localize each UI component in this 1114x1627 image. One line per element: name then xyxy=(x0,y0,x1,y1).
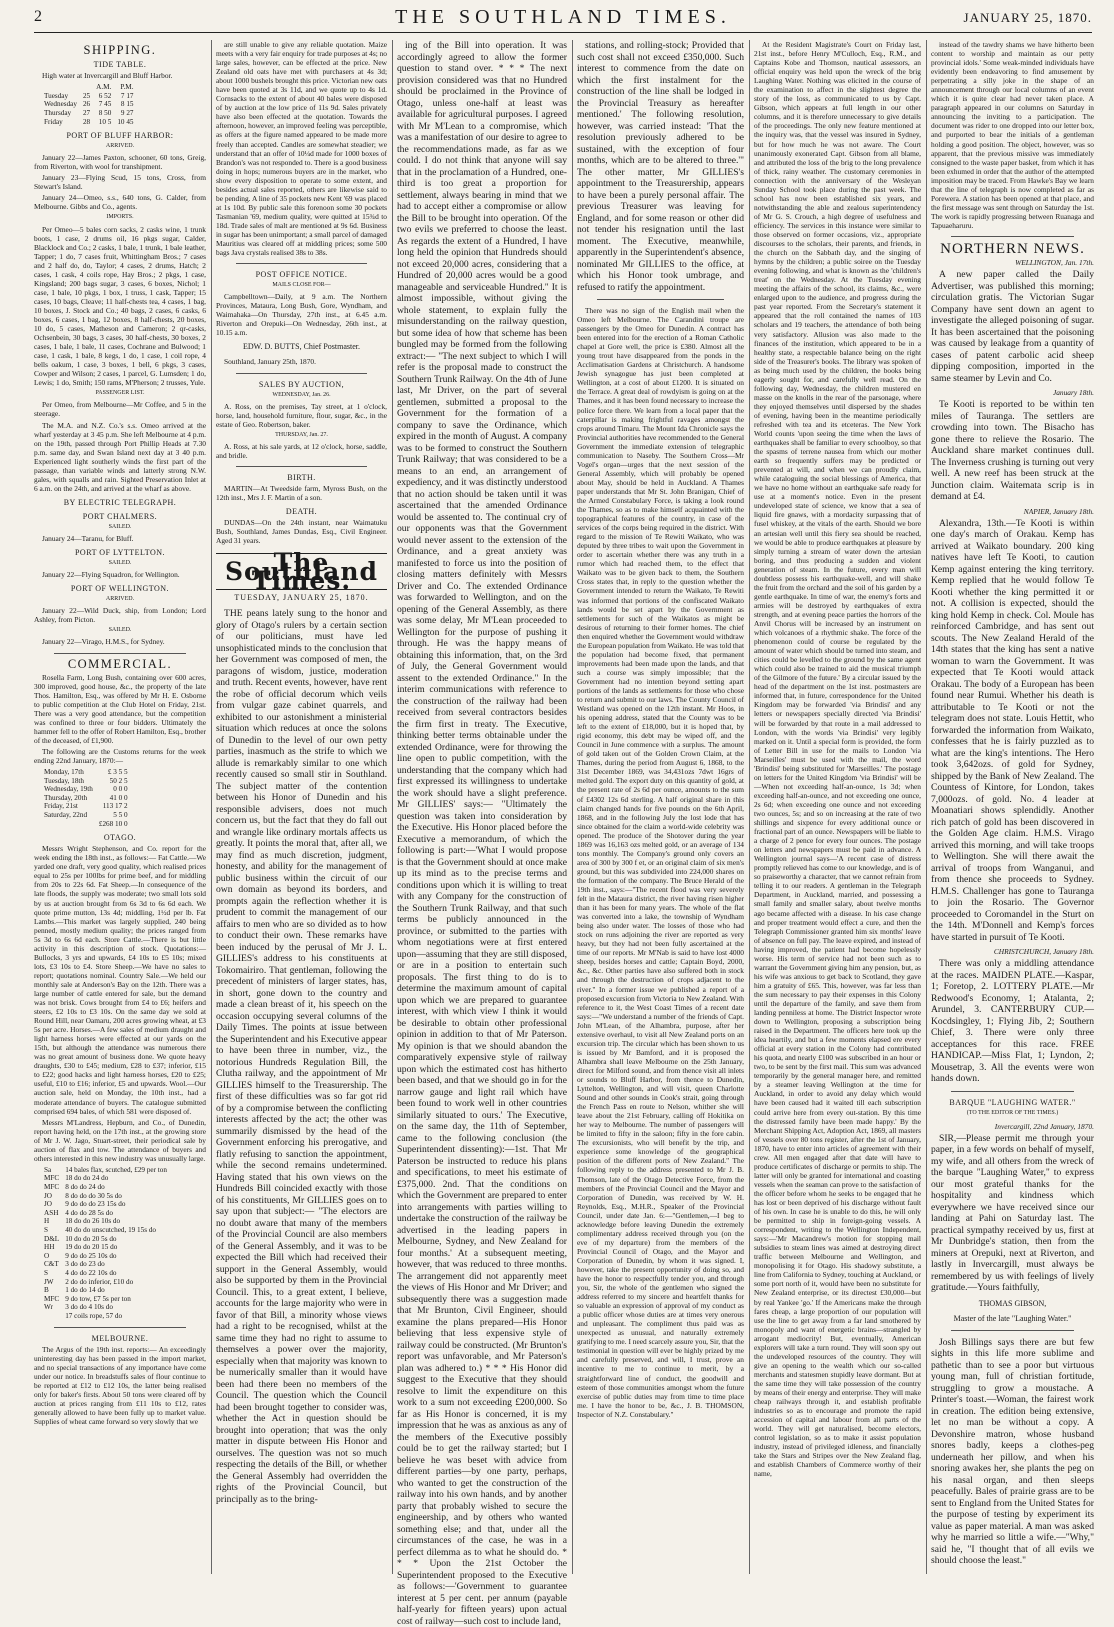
shipping-notes: The M.A. and N.Z. Co.'s s.s. Omeo arrived at the wharf yesterday at 3 45 p.m. She left Melbourne at 4 p.m. on the 19th, passed through Port Phillip Heads at 7.30 p.m. same day, and Swan Island next day at 3 40 p.m. Experienced light southerly winds the first part of the passage, than variable winds and latterly strong N.W. gales, with squalls and rain. Sighted Preservation Inlet at 6 a.m. on the 24th, and arrived at the wharf as above. xyxy=(34,420,206,493)
port-chalmers-heading: PORT CHALMERS. xyxy=(82,511,158,521)
passengers-text: Per Omeo, from Melbourne—Mr Coffee, and 5 in the steerage. xyxy=(34,400,206,419)
table-row: Wednesday, 19th 0 0 0 xyxy=(44,785,128,794)
letter-signature: THOMAS GIBSON, xyxy=(978,1298,1047,1308)
lyttelton-sailed: January 22—Flying Squadron, for Wellington. xyxy=(42,570,180,580)
northern-news-heading: NORTHERN NEWS. xyxy=(940,240,1085,257)
arrived-label: ARRIVED. xyxy=(105,143,135,150)
post-office-signature: EDW. D. BUTTS, Chief Postmaster. xyxy=(242,342,361,352)
melbourne-heading: MELBOURNE. xyxy=(91,1333,149,1343)
table-row: Friday, 21st 113 17 2 xyxy=(44,802,128,811)
post-office-heading: POST OFFICE NOTICE. xyxy=(255,270,348,280)
table-row: S 40 do do unscutched, 19 15s do xyxy=(44,1226,157,1235)
tide-heading: TIDE TABLE. xyxy=(93,60,147,70)
death-heading: DEATH. xyxy=(285,507,318,517)
passenger-list-label: PASSENGER LIST. xyxy=(95,390,145,397)
issue-date: JANUARY 25, 1870. xyxy=(963,10,1092,25)
editorial-ending: stations, and rolling-stock; Provided that such cost shall not exceed £350,000. Such interest to commence from the date on which the first instalment for the construction of the line shall be lodged in the Provincial Treasury as hereafter mentioned.' The following resolution, however, was carried instead: 'That the resolution previously adhered to be sustained, with the exception of four months, which are to be altered to three.'" The other matter, Mr GILLIES's appointment to the Treasurership, appears to have been a purely personal affair. The previous Treasurer was leaving for England, and for some reason or other did not tender his resignation until the last moment. The Executive, meanwhile, apparently in the Superintendent's absence, nominated Mr GILLIES to the office, at which his Honor took umbrage, and refused to ratify the appointment. xyxy=(577,40,744,293)
letter-subheading: (TO THE EDITOR OF THE TIMES.) xyxy=(966,1109,1059,1116)
customs-intro: The following are the Customs returns for the week ending 22nd January, 1870:— xyxy=(34,746,206,765)
table-row: MFC 9 do tow, £7 5s per ton xyxy=(44,1294,131,1303)
divider xyxy=(951,1091,1074,1092)
news-items: There was only a middling attendance at the races. MAIDEN PLATE.—Kaspar, 1; Foretop, 2. LOTTERY PLATE.—Mr Redwood's Economy, 1; Atalanta, 2; Arundel, 3. CANTERBURY CUP.—Kocdsingley, 1; Flying Jib, 2; Southern Chief, 3. There were only three acceptances for this race. FREE HANDICAP.—Miss Flat, 1; Lyndon, 2; Mousetrap, 3. All the events were won hands down. xyxy=(931,958,1094,1085)
column-notices-editorial xyxy=(216,40,387,1574)
port-lyttelton-heading: PORT OF LYTTELTON. xyxy=(74,548,166,558)
table-row: 17 coils rope, 57 do xyxy=(65,1311,123,1320)
table-row: O 9 do do 25 10s do xyxy=(44,1251,117,1260)
table-row: Monday, 17th £ 3 5 5 xyxy=(44,768,128,777)
imports-label: IMPORTS. xyxy=(106,214,134,221)
dateline: NAPIER, January 18th. xyxy=(1023,506,1094,516)
sales-entry: A. Ross, at his sale yards, at 12 o'clock, horse, saddle, and bridle. xyxy=(216,441,387,460)
sailed-label: SAILED. xyxy=(108,560,132,567)
sales-date: WEDNESDAY, Jan. 26. xyxy=(272,391,331,398)
shipping-heading: SHIPPING. xyxy=(83,43,157,57)
editorial-date: TUESDAY, JANUARY 25, 1870. xyxy=(234,593,369,603)
port-wellington-heading: PORT OF WELLINGTON. xyxy=(70,584,170,594)
sailed-label: SAILED. xyxy=(108,523,132,530)
table-row: Wr 3 do do 4 10s do xyxy=(44,1303,113,1312)
birth-heading: BIRTH. xyxy=(287,472,316,482)
letter-heading: BARQUE "LAUGHING WATER." xyxy=(949,1097,1076,1107)
letter-text: SIR,—Please permit me through your paper, in a few words on behalf of myself, my wife, and all others from the wreck of the barque "Laughing Water," to express our most grateful thanks for the hospitality and kindness which everywhere we have received since our landing at Pahi on Saturday last. The practical sympathy received by us, first at Mr Dunbridge's station, then from the miners at Orepuki, next at Riverton, and lastly in Invercargill, must always be remembered by us with feelings of lively gratitude.—Yours faithfully, xyxy=(931,1132,1094,1294)
table-row: £268 10 0 xyxy=(98,819,128,828)
tide-note: High water at Invercargill and Bluff Harbor. xyxy=(42,71,173,81)
news-items: Josh Billings says there are but few sights in this life more sublime and pathetic than to see a poor but virtuous young man, full of christian fortitude, struggling to grow a moustache. A Printer's toast.—Woman, the fairest work in creation. The edition being extensive, let no man be without a copy. A Devonshire matron, whose husband snores badly, keeps a clothes-peg underneath her pillow, and when his snoring awakes her, she plants the peg on his nasal organ, and then sleeps peacefully. Bales of prairie grass are to be sent to England from the United States for the purpose of testing by experiment its value as paper material. A man was asked why he married so little a wife.—"Why," said he, "I thought that of all evils we should choose the least." xyxy=(931,1336,1094,1567)
wellington-sailed: January 22—Virago, H.M.S., for Sydney. xyxy=(42,637,165,647)
table-row: Friday 28 10 5 10 45 xyxy=(44,117,134,126)
divider xyxy=(54,1327,186,1328)
column-divider xyxy=(392,40,393,1574)
page-number: 2 xyxy=(34,8,42,25)
column-divider xyxy=(749,40,750,1574)
table-row: H 18 do do 26 10s do xyxy=(44,1217,121,1226)
table-row: Sa 14 bales flax, scutched, £29 per ton xyxy=(44,1165,167,1174)
divider xyxy=(236,263,367,264)
news-items: instead of the tawdry shams we have hitherto been content to worship and maintain as our petty provincial idols.' Some weak-minded individuals have evidently been endeavoring to find amusement by perpetrating a silly joke in the shape of an announcement through our local columns of an event which it is quite clear had never taken place. A paragraph appeared in our columns on Saturday in announcing the inviting to a participation. The document was rider to one dropped into our letter box, and purported to bear the initials of a gentleman holding a good position. The object, however, was so apparent, that the previous missive was immediately consigned to the waste paper basket, from which it has been exhumed in order that the author of the attempted imposition may be traced. From Hawke's Bay we learn that the line of telegraph is now completed as far as Porewera. A station has been opened at that place, and the first message was sent through on Saturday the 1st. The work is rapidly progressing between Ruanaga and Tapuaeharuru. xyxy=(931,40,1094,230)
sales-entry: A. Ross, on the premises, Tay street, at 1 o'clock, horse, land, household furniture, flour, sugar, &c., in the estate of Geo. Robertson, baker. xyxy=(216,401,387,429)
news-items: There was no sign of the English mail when the Omeo left Melbourne. The Carandini troupe are passengers by the Omeo for Dunedin. A contract has been entered into for the erection of a Roman Catholic chapel at Gore well, the price is £380. Almost all the young trout have disappeared from the ponds in the Acclimatisation Gardens at Christchurch. A handsome Jewish synagogue has just been completed at Wellington, at a cost of about £1200. It is situated on the Terrace. A great deal of rowdyism is going on at the Thames, and it has been found necessary to increase the police force there. We learn from a local paper that the caterpillar is making frightful ravages amongst the crops around Timaru. The Mount Ida Chronicle says the Provincial authorities have recommended to the General Government the immediate extension of telegraphic communication to Naseby. The Southern Cross—Mr Vogel's organ—urges that the next session of the General Assembly, which will probably be opened about May, should be held in Auckland. A Thames paper understands that Mr St. John Branigan, Chief of the Armed Constabulary Force, is taking a look round the Thames, so as to make himself acquainted with the topographical features of the country, in case of the services of the corps being required in the district. With regard to the mission of Te Rewiti Waikato, who was deputed by three tribes to wait upon the Government in order to ascertain whether there was any truth in a rumor which had reached them, to the effect that Waikato was to be given back to them, the Southern Cross states that, in reply to the question whether the Government intended to return the Waikato, Te Rewiti was informed that portions of the confiscated Waikato lands would be set apart by the Government as settlements for such of the Waikatos as might be desirous of returning to their former homes. The chief then enquired whether the Government would withdraw the European population from Waikato. He was told that the population had become fixed, that permanent improvements had been made upon the lands, and that such a course was simply impossible; that the Government had no intention beyond setting apart portions of the lands as settlements for those who chose to return and submit to our laws. The County Council of Westland was opened on the 12th instant. Mr Hoos, in his opening address, stated that the County was to be left to the extent of £18,000, but it is hoped that, by rigid economy, this debt may be wiped off, and the Council in June commence with a surplus. The amount of gold taken out of the Golden Crown Claim, at the Thames, during the period from August 6, 1868, to the 31st December 1869, was 34,431ozs 7dwt 16grs of melted gold. The export duty on this quantity of gold, at the present rate of 2s 6d per ounce, amounts to the sum of £4302 12s 6d sterling. A half original share in this claim changed hands for five pounds on the 6th April, 1868, and in the following July the lost lode that has since obtained for the claim a world-wide celebrity was opened. The produce of the Shotover during the year 1869 was 16,163 ozs melted gold, or an average of 134 tons monthly. The Company's ground only covers an area of 300 by 300 f et, or an original claim of six men's ground, but this was subdivided into 224,000 shares on the formation of the company. The Bruce Herald of the 19th inst., says:—"The recent flood was very severely felt in the Mataura district, the river having risen higher than it has been for many years. The whole of the flat was converted into a lake, the township of Wyndham being also under water. The losses of those who had stock on runs adjoining the river are reported as very heavy, but they had not been fully ascertained at the time of our reports. Mr M'Nab is said to have lost 4000 sheep, besides horses and cattle; Captain Boyd, 2000, &c., &c. Other parties have also suffered both in stock and through the destruction of crops adjacent to the river." In a former issue we published a report of a proposed excursion from Victoria to New Zealand. With reference to it, the West Coast Times of a recent date says:—"We understand a number of the friends of Capt. John M'Lean, of the Alhambra, purpose, after her extensive overhaul, to visit all New Zealand ports on an excursion trip. The circular which has been shown to us is issued by Mr Bamford, and it is proposed the Alhambra shall leave Melbourne on the 25th January, direct for Milford sound, and from thence visit all inlets or sounds to Bluff Harbor, from thence to Dunedin, Lyttelton, Wellington, and will visit, queen Charlotte Sound and other sounds in Cook's strait, going through the French Pass en route to Nelson, whither she will leave about the 21st February, calling off Hokitika on her way to Melbourne. The number of passengers will be limited to fifty in the saloon; fifty in the fore cabin. The excursionists, who will benefit by the trip, and experience some knowledge of the geographical position of the different ports of New Zealand." The following reply to the address presented to Mr J. B. Thomson, late of the Otago Detective Force, from the members of the Provincial Council and the Mayor and Corporation of Dunedin, was received by W. H. Reynolds, Esq., M.H.R., Speaker of the Provincial Council, under date Jan. 6:—"Gentlemen,—I beg to acknowledge before leaving Dunedin the extremely complimentary address received through you (on the eve of my departure) from the members of the Provincial Council of Otago, and the Mayor and Corporation of Dunedin, by whom it was signed. I, however, take the present opportunity of doing so, and have the honor to respectfully tender you, and through you, Sir, the whole of the gentlemen who signed the address referred to my sincere and heartfelt thanks for so valuable an expression of approval of my conduct as a public officer whose duties are at times very onerous and unpleasant. The compliment thus paid was as unexpected as unusual, and naturally extremely gratifying to me. I need scarcely assure you, Sir, that the testimonial in question will ever be highly prized by me and carefully preserved, and will, I trust, prove an incentive to me to continue to merit, by a straightforward line of conduct, the goodwill and esteem of those communities amongst whom the future exercise of public duties may from time to time place me. I have the honor to be, &c., J. B. THOMSON, Inspector of N.Z. Constabulary." xyxy=(577,306,744,1419)
birth-notice: MARTIN—At Tweedside farm, Myross Bush, on the 12th inst., Mrs J. F. Martin of a son. xyxy=(216,483,387,502)
customs-table xyxy=(44,768,134,828)
otago-text: Messrs Wright Stephenson, and Co. report for the week ending the 18th inst., as follows:— Fat Cattle.—We yarded one draft, very good quality, which realised prices equal to 25s per 100lbs for prime beef, and for middling from 20s to 22s 6d. Fat Sheep.—In consequence of the late floods, the supply was moderate; two small lots sold by us at auction brought from 6s 3d to 6s 6d each. We quote prime mutton, 13s 4d; middling, 1½d per lb. Fat Lambs.—This market was largely supplied, 240 being penned, mostly medium quality; the prices ranged from 5s 3d to 6s 6d each. Store Cattle.—There is but little activity in this description of stock. Quotations:—Bullocks, 3 yrs and upwards, £4 10s to £5 10s; mixed lots, £3 10s to £4. Store Sheep.—We have no sales to report; quotations nominal. Country Sale.—We held our monthly sale at Anderson's Bay on the 12th. There was a large number of cattle entered for sale, but the demand was not brisk. Cows brought from £4 to £6; heifers and steers, £2 10s to £3 10s. On the same day we sold at Round Hill, near Oamaru, 200 acres growing wheat, at £3 5s per acre. Horses.—A few sales of medium draught and light harness horses were effected at our yards on the 15th, but although the attendance was numerous there was no great amount of business done. We quote heavy draughts, £30 to £45; medium, £28 to £37; inferior, £15 to £22; good hacks and light harness horses, £20 to £25; useful, £10 to £16; inferior, £5 and upwards. Wool.—Our auction sale, held on Monday, the 10th inst., had a moderate attendance of buyers. The catalogue submitted comprised 694 bales, of which 581 were disposed of. xyxy=(34,844,206,1116)
chalmers-sailed: January 24—Taranu, for Bluff. xyxy=(42,534,134,544)
news-items: Alexandra, 13th.—Te Kooti is within one day's march of Orakau. Kemp has arrived at Waikato boundary. 200 king natives have left Te Kooti, to caution Kemp against entering the king territory. Kemp replied that he would follow Te Kooti whether the king permitted it or not. A collision is expected, should the king hold Kemp in check. Col. Moule has reinforced Cambridge, and has sent out scouts. The New Zealand Herald of the 14th states that the king has sent a native woman to warn the Government. It was expected that Te Kooti would attack Orakau. The body of a European has been found near Rumui. Whether his death is attributable to Te Kooti or not the telegram does not state. Louis Hettit, who forwarded the information from Waikato, confesses that he is fairly puzzled as to what are the king's intentions. The Hero took 3,642ozs. of gold for Sydney, shipped by the Bank of New Zealand. The Countess of Kintore, for London, takes 7,000ozs. of gold. No. 4 leader at Moanatiari shows splendidly. Another rich patch of gold has been discovered in the Golden Age claim. H.M.S. Virago arrived this morning, and will take troops to Wellington. She will there await the arrival of troops from Wanganui, and from thence she proceeds to Sydney. H.M.S. Challenger has gone to Tauranga to join the Rosario. The Governor proceeded to Coromandel in the Sturt on the 14th. M'Donnell and Kemp's forces have started in pursuit of Te Kooti. xyxy=(931,517,1094,943)
table-row: Thursday, 20th 41 0 0 xyxy=(44,793,128,802)
tide-table: A.M. P.M. Tuesday 25 6 52 7 17 Wednesday 26 7 45 8 15 Thursday 27 8 50 9 27 Friday 28 10 5 10 45 xyxy=(44,83,140,126)
column-local-news xyxy=(577,40,744,1574)
table-row: MFC 8 do do 24 do xyxy=(44,1183,105,1192)
column-divider xyxy=(926,40,927,1574)
letter-date: Invercargill, 22nd January, 1870. xyxy=(994,1121,1094,1131)
table-row: B 1 do do 14 do xyxy=(44,1286,105,1295)
table-row: Tuesday, 18th 50 2 5 xyxy=(44,776,128,785)
melbourne-text: The Argus of the 19th inst. reports:— An exceedingly uninteresting day has been passed in the import market, and no special transactions of any importance have come under our notice. In breadstuffs sales of flour continue to be reported at £12 to £12 10s, the latter being realised only for baker's firsts. About 50 tons were cleared off by auction at prices ranging from £11 10s to £12, rates generally allowed to have been fully up to market value. Supplies of wheat came forward so very slowly that we xyxy=(34,1344,206,1426)
commercial-heading: COMMERCIAL. xyxy=(67,656,173,671)
wellington-arrived: January 22—Wild Duck, ship, from London; Lord Ashley, from Picton. xyxy=(34,606,206,625)
flax-table xyxy=(44,1166,173,1321)
column-editorial-continued xyxy=(397,40,568,1627)
column-northern-news xyxy=(931,40,1094,1574)
sales-heading: SALES BY AUCTION, xyxy=(258,379,345,389)
table-row: MFC 18 do do 24 do xyxy=(44,1174,109,1183)
masthead xyxy=(34,6,1092,33)
table-row: C&T 3 do do 23 do xyxy=(44,1260,105,1269)
dateline: January 18th. xyxy=(1052,388,1094,398)
divider xyxy=(951,236,1074,237)
column-divider xyxy=(211,40,212,1574)
table-row: D&L 10 do do 20 5s do xyxy=(44,1234,117,1243)
news-items: A new paper called the Daily Advertiser, was published this morning; circulation gratis. The Victorian Sugar Company have sent down an agent to investigate the alleged poisoning of sugar. It has been ascertained that the poisoning was caused by leakage from a quantity of cases of patent carbolic acid sheep dipping composition, imported in the same steamer by Levin and Co. xyxy=(931,269,1094,384)
divider xyxy=(236,373,367,374)
mails-close-label: MAILS CLOSE FOR— xyxy=(272,282,331,289)
sales-date: THURSDAY, Jan. 27. xyxy=(275,431,328,438)
divider xyxy=(54,653,186,654)
dateline: WELLINGTON, Jan. 17th. xyxy=(1015,258,1094,268)
newspaper-title: THE SOUTHLAND TIMES. xyxy=(395,6,731,28)
news-items: At the Resident Magistrate's Court on Friday last, 21st inst., before Henry M'Culloch, Esq., R.M., and Captains Kobe and Thomson, nautical assessors, an official enquiry was held upon the wreck of the brig Laughing Water. Nothing was elicited in the course of the examination to affect in the slightest degree the story of the loss, as communicated to us by Capt. Gibson, which appears at full length in our other columns, and it is therefore unnecessary to give details of the proceedings. The only new feature mentioned at the inquiry was, that the vessel was insured in Sydney, but for how much he was not aware. The Court unanimously exonerated Capt. Gibson from all blame, and attributed the loss of the brig to the long prevalence of thick, rainy weather. The customary ceremonies in connection with the anniversary of the Wesleyan Sunday School took place during the past week. The school has now been established six years, and notwithstanding the able and zealous superintendency of Mr G. S. Crouch, a high degree of usefulness and efficiency. The services in this instance were similar to those observed on former occasions, viz., appropriate discourses to the scholars, their parents, and friends, in the church on the Sabbath day, and the singing of hymns by the children; a public soiree on the Tuesday evening following, and what is known as the 'children's treat' on the Wednesday. At the Tuesday evening meeting the affairs of the school, its claims, &c., were enlarged upon to the audience, and progress during the past year reported. From the Secretary's statement it appeared that the roll contained the names of 103 scholars and 19 teachers, the attendance of both being very satisfactory. Allusion was also made to the finances of the institution, which appeared to be in a healthy state, a respectable balance being on the right side of the Treasurer's books. The library was spoken of as being much used by the children, the books being eagerly sought for, and carefully well read. On the following day, Wednesday, the children mustered en masse on the knolls in the rear of the parsonage, where they enjoyed themselves until dispersed by the shades of evening, having been in the meantime periodically refreshed with tea and its etceteras. The New York World counts 'upon seeing the time when the laws of earthquakes shall be familiar to every schoolboy, so that the spasms of terrene nausea from which our mother earth so frequently suffers may be predicted or prevented at will, and when we can proudly claim, while cataloguing the social blessings of America, that we have no home without an earthquake safe ready for use at a moment's notice. Even in the present undeveloped state of science, we know that a sea of liquid fire gnaws, with a mordacity surpassing that of fusel whiskey, at the vitals of the earth. Should we bore an artesian well until this fiery sea should be reached, we would be able to produce earthquakes at pleasure by simply turning a stream of water down the artesian boring, and thus producing a sudden and violent generation of steam. In the future, every man will doubtless possess his earthquake-well, and will shake the fruit from the orchard and the soil of his garden by a gentle earthquake. In time of war, the enemy's forts and armies will be destroyed by earthquakes of extra strength, and at evening peace parties the horrors of the Anvil Chorus will be increased by an instrument on which volcanoes of a rhythmic shake. The force of the phenomenon could of course be regulated by the amount of water which should be turned into steam, and cities could be levelled to the ground by the same agent which could also be trained to aid the musical triumph of the Gilmore of the future.' By a circular issued by the head of the department on the 1st inst. postmasters are informed that, in future, correspondence for the United Kingdom may be forwarded 'via Brindisi' and any letters or newspapers specially directed 'via Brindisi' will be forwarded by that route in a mail addressed to London, with the words 'via Brindisi' very legibly marked on it. Until a special form is provided, the form of Letter Bill in use for the mails to London 'via Marseilles' must be used with the mail, the word 'Brindisi' being substituted for 'Marseilles.' The postage on letters for the United Kingdom 'via Brindisi' will be—When not exceeding half-an-ounce, 1s 3d; when exceeding half-an-ounce, and not exceeding one ounce, 2s 6d; when exceeding one ounce and not exceeding two ounces, 5s; and so on increasing at the rate of two shillings and sixpence for every additional ounce or fractional part of an ounce. Newspapers will be liable to a charge of 2 pence for every four ounces. The postage on letters and newspapers must be paid in advance. A Wellington journal says—'A recent case of distress promptly relieved has come to our knowledge, and is of so praiseworthy a character, that we cannot refrain from telling it to our readers. A gentleman in the Telegraph Department, in Auckland, married, and possessing a small family and smaller salary, about twelve months ago became affected with a disease. In his case change and proper treatment would effect a cure, and then the Telegraph Commissioner granted him six months' leave of absence on full pay. The leave expired, and instead of having improved, the patient had become hopelessly worse. His term of service had not been such as to warrant the Government giving him any pension, but, as his wife was anxious to get back to Scotland, they gave him a gratuity of £65. This, however, was far less than the sum necessary to pay their expenses in this Colony until the departure of the family, and save them from landing penniless at home. The District Inspector wrote down to Wellington, proposing a subscription being raised in the Department. The officers here took up the idea heartily, and but a few moments elapsed ere every official at every station in the Colony had contributed his quota, and nearly £100 was subscribed in an hour or two, to be sent by the first mail. This sum was advanced temporarily by the general manager here, and remitted by a steamer leaving Wellington at the time for Auckland, in order to avoid any delay which would have been caused had it waited till each subscription could arrive here from every out-station. By this time the distressed family have been made happy.' By the Merchant Shipping Act, Adoption Act, 1869, all masters of vessels over 80 tons register, after the 1st of January, 1870, have to enter into articles of agreement with their crew. All men engaged after that date will have to produce certificates of discharge or permits to ship. The latter will only be granted for international and coasting vessels when the seaman can prove to the satisfaction of the officer before whom he seeks to be engaged that he has lost or been deprived of his discharge without fault of his own. In case he is unable to do this, he will only be permitted to ship in foreign-going vessels. A correspondent, writing to the Wellington Independent, says:—'Mr Macandrew's motion for stopping mail subsidies to steam lines was aimed at destroying direct traffic between Melbourne and Wellington, and monopolising it for Otago. His shadowy substitute, a line from California to Sydney, touching at Auckland, or some port north of it, would have been no substitute for New Zealand enterprise, or its directest £30,000—but by real Yankee 'go.' If the Americans make the through fares cheap, a large proportion of our population will use the line to get away from a far land smothered by monopoly and want of energetic brains—strangled by arrogant mediocrity! But, eventually, American explorers will take a turn round. They will soon spy out the undeveloped resources of the country. They will give an opening to the wealth which our so-called merchants and statesmen stupidly leave dormant. But at the same time they will take possession of the country by means of their energy and enterprise. They will make cheap railways through it, and establish profitable industries so as to encourage and promote the rapid accession of capital and labour from all parts of the world. They will get naturalised, become electors, control legislation, so as to make it assist population industry, instead of privileged idleness, and financially take the Stars and Stripes over the New Zealand flag, and establish Chambers of Commerce worthy of their name, xyxy=(754,40,922,1479)
dateline: CHRISTCHURCH, January 18th. xyxy=(993,947,1094,957)
table-row: S 4 do do 22 10s do xyxy=(44,1268,117,1277)
table-row: JO 8 do do do 30 5s do xyxy=(44,1191,122,1200)
editorial-text: THE peans lately sung to the honor and glory of Otago's rulers by a certain section of our politicians, must have led unsophisticated minds to the conclusion that her Government was composed of men, the paragons of wisdom, justice, moderation and truth. Recent events, however, have rent the robe of official decorum which veils from vulgar gaze cabinet quarrels, and exhibited to our astonishment a ministerial situation which reduces at once the solons of Dunedin to the level of our own petty parties, inasmuch as the strife to which we allude is remarkably similar to one which recently caused so small stir in Southland. The subject matter of the contention between his Honor of Dunedin and his responsible advisers, does not much concern us, but the fact that they do fall out and wrangle like ordinary mortals affects us greatly. It points the moral that, after all, we may find as much discretion, judgment, honesty, and ability for the management of public business within the circuit of our own domain as beyond its borders, and prompts again the reflection whether it is prudent to commit the management of our affairs to men who are so divided as to how to conduct their own. These remarks have been induced by the perusal of Mr J. L. GILLIES's address to his constituents at Tokomairiro. That gentleman, following the precedent of ministers of larger states, has, in short, gone down to the country and made a clean breast of it, his speech on the occasion occupying several columns of the Daily Times. The points at issue between the Superintendent and his Executive appear to have been three in number, viz., the notorious Hundreds Regulation Bill, the Clutha railway, and the appointment of Mr GILLIES himself to the Treasurership. The first of these difficulties was so far got rid of by a compromise between the conflicting interests affected by the act; the other was summarily dismissed by the head of the Government enforcing his prerogative, and flatly refusing to sanction the appointment, while the second remains undetermined. Having stated that his own views on the Hundreds Bill coincided exactly with those of his constituents, Mr GILLIES goes on to say upon that subject:— "The electors are no doubt aware that many of the members of the Provincial Council are also members of the General Assembly, and it was to be expected the Bill which had received their support in the General Assembly, would also be supported by them in the Provincial Council. This, to a great extent, I believe, accounts for the large majority who were in favor of that Bill, a minority whose views had a right to be recognised, whilst at the same time they had no right to assume to themselves a power over the majority, especially when that majority was known to be numerically smaller than it would have been had there been no members of the Council. The question which the Council had been brought together to consider was, whether the Act in question should be brought into operation; that was the only matter in dispute between His Honor and ourselves. The question was not so much respecting the details of the Bill, or whether the General Assembly had overridden the rights of the Provincial Council, but principally as to the bring- xyxy=(216,608,387,1505)
table-row: Wednesday 26 7 45 8 15 xyxy=(44,100,134,109)
table-row: Thursday 27 8 50 9 27 xyxy=(44,108,134,117)
table-row: HH 19 do do 20 15 do xyxy=(44,1243,118,1252)
column-divider xyxy=(572,40,573,1574)
table-row: Saturday, 22nd 5 5 0 xyxy=(44,810,128,819)
editorial-continuation: ing of the Bill into operation. It was accordingly agreed to allow the former question to stand over. * * * The next provision considered was that no Hundred should be proclaimed in the Province of Otago, unless one-half at least was available for agricultural purposes. I agreed with Mr M'Lean to a compromise, which was a manifestation of our desire to agree to the recommendations made, as far as we could. I do not think that anyone will say that in the proclamation of a Hundred, one-third is too great a proportion for settlement, always bearing in mind that we had to accept either a compromise or allow the Bill to be brought into operation. Of the two evils we preferred to choose the least. As regards the extent of a Hundred, I have long held the opinion that Hundreds should not exceed 20,000 acres, considering that a Hundred of 20,000 acres would be a good manageable and serviceable Hundred." It is almost impossible, without giving the whole statement, to explain fully the misunderstanding on the railway question, but some idea of how that scheme has been bungled may be formed from the following extract:— "The next subject to which I will refer is the proposal made to construct the Southern Trunk Railway. On the 4th of June last, Mr Driver, on the part of several gentlemen, submitted a proposal to the Government for the formation of a company to save the Ordinance, which expired in the month of August. A company was to be formed to construct the Southern Trunk Railway; that was considered to be a means to an end, an arrangement of expediency, and it was distinctly understood that no action should be taken until it was ascertained that the amended Ordinance would be assented to. The continual cry of our opponents was that the Government would never assent to the extension of the Ordinance, and a great anxiety was manifested to force us into the position of closing matters definitely with Messrs Driver and Co. The extended Ordinance was forwarded to Wellington, and on the opening of the General Assembly, as there was some delay, Mr M'Lean proceeded to Wellington for the purpose of pushing it through. He was the happy means of obtaining this information, that, on the 3rd of July, the General Government would assent to the extended Ordinance." In the interim communications with reference to the construction of the railway had been received from several contractors besides the firm first in treaty. The Executive, thinking better terms obtainable under the extended Ordinance, were for throwing the line open to public competition, with the understanding that the company which had first expressed its willingness to undertake the work should have a slight preference. Mr GILLIES' says:— "Ultimately the question was taken into consideration by the Executive. His Honor placed before the Executive a memorandum, of which the following is part:—'What I would propose is that the Government should at once make up its mind as to the precise terms and conditions upon which it is willing to treat with any Company for the construction of the Southern Trunk Railway, and that such terms be publicly announced in the province, or submitted to the parties with whom negotiations were at first entered upon—assuming that they are still disposed, or are in a position to entertain such proposals. The first thing to do is to determine the maximum amount of capital upon which we are prepared to guarantee interest, with which view I think it would be desirable to obtain other professional opinion in addition to that of Mr Paterson. My opinion is that we should abandon the comparatively expensive style of railway upon which the estimated cost has hitherto been based, and that we should go in for the narrow gauge and light rail which have been found to work well in other countries similarly situated to ours.' The Executive, on the same day, the 11th of September, came to the following conclusion (the Superintendent dissenting):—1st. That Mr Paterson be instructed to reduce his plans and specifications, to meet his estimate of £375,000. 2nd. That the conditions on which the Government are prepared to enter into arrangements with parties willing to undertake the construction of the railway be advertised in the leading papers in Melbourne, Sydney, and New Zealand for four months.' At a subsequent meeting, however, that was reduced to three months. The arrangement did not apparently meet the views of His Honor and Mr Driver; and subsequently there was a suggestion made that Mr Brunton, Civil Engineer, should examine the plans prepared—His Honor believing that less expensive style of railway could be constructed. (Mr Brunton's report was unfavorable, and Mr Paterson's plan was adhered to.) * * * His Honor did suggest to the Executive that they should resolve to limit the expenditure on this work to a sum not exceeding £200,000. So far as His Honor is concerned, it is my impression that he was as anxious as any of the members of the Executive possibly could be to get the railway started; but I believe he was beset with advice from different parties—by one party, perhaps, who wanted to get the construction of the railway into his own hands, and by another party that probably wished to secure the engineership, and by others who wanted something else; and that, under all the circumstances of the case, he was in a perfect dilemma as to what he should do. * * * Upon the 21st October the Superintendent proposed to the Executive as follows:—'Government to guarantee interest at 5 per cent. per annum (payable half-yearly for fifteen years) upon actual cost of railway—such cost to include land, xyxy=(397,40,568,1627)
arrived-label: ARRIVED. xyxy=(105,596,135,603)
arrival-entry: January 23—Flying Scud, 15 tons, Cross, from Stewart's Island. xyxy=(34,173,206,192)
letter-signature-title: Master of the late "Laughing Water." xyxy=(953,1313,1072,1323)
table-row: ASH 4 do do 28 5s do xyxy=(44,1208,113,1217)
divider xyxy=(951,1330,1074,1331)
post-office-date: Southland, January 25th, 1870. xyxy=(224,357,316,367)
table-row: JW 2 do do inferior, £10 do xyxy=(44,1277,134,1286)
post-office-text: Campbelltown—Daily, at 9 a.m. The Northern Provinces, Mataura, Long Bush, Gore, Wyndham, and Waimahaka—On Thursday, 27th inst., at 6.45 a.m. Riverton and Orepuki—On Wednesday, 26th inst., at 10.15 a.m. xyxy=(216,292,387,338)
column-local-news-2 xyxy=(754,40,921,1574)
landress-text: Messrs M'Landress, Hepburn, and Co., of Dunedin, report having held, on the 17th inst., at the growing store of Mr J. W. Jago, Stuart-street, their periodical sale by auction of flax and tow. The attendance of buyers and others interested in this new industry was unusually large. xyxy=(34,1117,206,1163)
death-notice: DUNDAS—On the 24th instant, near Waimatuku Bush, Southland, James Dundas, Esq., Civil Engineer. Aged 31 years. xyxy=(216,518,387,546)
divider xyxy=(597,299,724,300)
imports-text: Per Omeo—5 bales corn sacks, 2 casks wine, 1 trunk boots, 1 case, 2 drums oil, 16 pkgs sugar, Calder, Blacklock and Co.; 2 casks, 1 bale, 1 trunk, 1 bale leather, Tapper; 1 do, 7 cases fruit, Whittingham Bros.; 7 cases and 2 half do, do, Taylor; 4 cases, 2 drums, Hatch; 2 cases, 1 cask, 4 coils rope, Hay Bros.; 2 pkgs, 1 case, Kingsland; 200 bags sugar, 3 cases, 6 boxes, Nichol; 1 case, 1 bale, 10 pkgs, 1 box, 1 truss, 1 cask, Tapper; 15 cases, 10 bags, Cleave; 11 half-chests tea, 4 cases, 1 bag, 10 boxes, J. Stock and Co.; 40 bags, 2 cases, 6 casks, 6 boxes, 6 cases, 1 bag, 12 boxes, 8 half-chests, 20 boxes, 10 do, 5 cases, Matheson and Cameron; 2 qr-casks, Ochsenbein, 30 bags, 3 cases, 30 half-chests, 30 boxes, 2 cases, 1 bale, 1 bale, 11 cases, Cochrane and Bulwood; 1 case, 1 cask, 1 bale, 8 kegs, 1 do, 1 case, 1 coil rope, 4 bells oakum, 1 case, 3 boxes, 1 bell, 6 pkgs, 3 cases, Cowper and Wilson; 2 cases, 1 parcel, G. Lumsden; 1 do, Lewis; 1 do, Smith; 150 rams, M'Pherson; 2 trusses, Yule. xyxy=(34,224,206,388)
port-bluff-heading: PORT OF BLUFF HARBOR: xyxy=(66,131,174,141)
commercial-intro: Rosella Farm, Long Bush, containing over 600 acres, 300 improved, good house, &c., the property of the late Thos. Hamilton, Esq., was offered by Mr H. E. Osborne to public competition at the Club Hotel on Friday, 21st. There was a very good attendance, but the competition was confined to three or four bidders. Ultimately the hammer fell to the offer of Robert Hamilton, Esq., brother of the deceased, of £1,900. xyxy=(34,672,206,745)
news-items: Te Kooti is reported to be within ten miles of Tauranga. The settlers are crowding into town. The Bisacho has gone there to relieve the Rosario. The Auckland share market continues dull. The Inverness crushing is turning out very well. A new reef has been struck at the Junction claim. Waitemata scrip is in demand at £4. xyxy=(931,399,1094,503)
sailed-label: SAILED. xyxy=(108,627,132,634)
newspaper-nameplate: The Southland Times. xyxy=(216,553,387,590)
divider xyxy=(236,466,367,467)
arrival-entry: January 24—Omeo, s.s., 640 tons, G. Calder, from Melbourne. Gibbs and Co., agents. xyxy=(34,193,206,212)
table-row: Tuesday 25 6 52 7 17 xyxy=(44,91,134,100)
market-continuation: are still unable to give any reliable quotation. Maize meets with a very fair enquiry for trade purposes at 4s; no large sales, however, can be effected at the price. New Zealand old oats have met with purchasers at 4s 3d; about 1000 bushels brought this price. Victorian new oats have been quoted at 3s 11d, and we quote up to 4s 1d. Cornsacks to the extent of about 40 bales were disposed of by auction at the low price of 11s 9d. Sales privately have also been effected at the quotation. Towards the afternoon, however, an improved feeling was perceptible, as offers at the figure named appeared to be made more freely than accepted. Candles are somewhat steadier; we understand that an offer of 10¼d made for 1000 boxes of Brandon's was not responded to. There is a good business doing in hops; numerous buyers are in the market, who show every disposition to operate to some extent, and besides actual sales reported, others are likewise said to be pending. A line of 35 pockets new Kent '69 was placed at 1s 10d. By public sale this forenoon some 30 pockets Tasmanian '69, medium quality, were quitted at 15¾d to 18d. Trade sales of malt are mentioned at 9s 6d. Business in sugar has been unimportant; a small parcel of damaged Mauritius was cleared off at middling prices; some 500 bags Java crystals realised 38s to 38s. xyxy=(216,40,387,258)
arrival-entry: January 22—James Paxton, schooner, 60 tons, Greig, from Riverton, with wool for transhipment. xyxy=(34,153,206,172)
table-row: JO 9 do do do 23 15s do xyxy=(44,1200,126,1209)
column-shipping-commercial xyxy=(34,40,206,1574)
otago-heading: OTAGO. xyxy=(103,833,137,843)
telegraph-heading: BY ELECTRIC TELEGRAPH. xyxy=(63,497,177,507)
